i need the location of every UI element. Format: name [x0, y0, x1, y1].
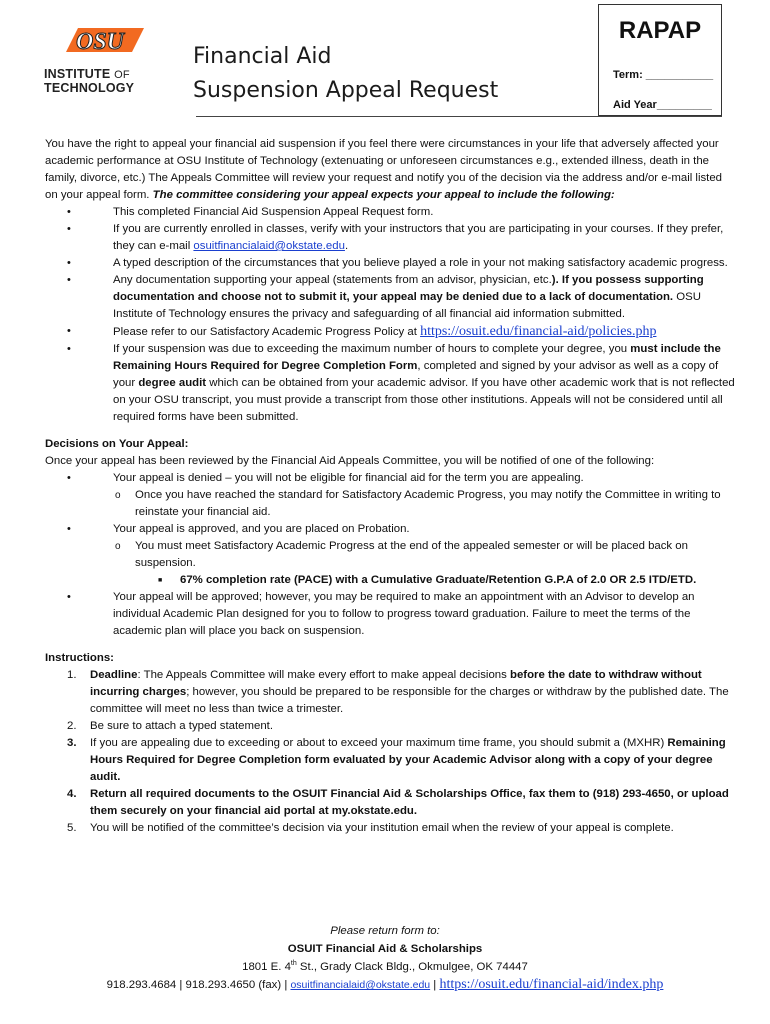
- svg-text:OSU: OSU: [76, 29, 125, 55]
- list-item: 4. Return all required documents to the OSUIT Financial Aid & Scholarships Office, fax them to (918) 293-4650, or upload them securely on your financial aid portal at my.okstate.edu.: [67, 788, 729, 817]
- list-item: 2. Be sure to attach a typed statement.: [67, 720, 273, 732]
- form-title: [193, 40, 498, 108]
- address: 1801 E. 4th St., Grady Clack Bldg., Okmulgee, OK 74447: [242, 960, 528, 973]
- term-field[interactable]: Term: ___________: [613, 69, 714, 81]
- return-line: Please return form to:: [330, 925, 440, 937]
- list-item: • If your suspension was due to exceeding the maximum number of hours to complete your degree, you must include the Remaining Hours Required for Degree Completion Form, completed and signed by your advisor as well as a copy of your degree audit which can be obtained from your academic advisor. If you have other academic work that is not reflected on your OSU transcript, you must provide a transcript from those other institutions. Appeals will not be considered until all required forms have been submitted.: [45, 341, 737, 426]
- list-item: • Your appeal is denied – you will not be eligible for financial aid for the term you are appealing. o Once you have reached the standard for Satisfactory Academic Progress, you may notify the Committee in writing to reinstate your financial aid.: [45, 470, 737, 521]
- decisions-list: [45, 470, 737, 640]
- logo-institute-text: INSTITUTE OF TECHNOLOGY: [44, 67, 135, 95]
- intro-paragraph: You have the right to appeal your financial aid suspension if you feel there were circumstances in your life that adversely affected your academic performance at OSU Institute of Technology (extenuating or unforeseen circumstances e.g., extended illness, death in the family, divorce, etc.) The Appeals Committee will review your request and notify you of the decision via the address and/or e-mail listed on your appeal form. The committee considering your appeal expects your appeal to include the following:: [45, 138, 723, 201]
- instructions-list: [45, 667, 737, 837]
- form-body: [45, 136, 737, 837]
- list-item: 3. If you are appealing due to exceeding or about to exceed your maximum time frame, you should submit a (MXHR) Remaining Hours Required for Degree Completion form evaluated by your Academic Advisor along with a copy of your degree audit.: [67, 737, 726, 783]
- decisions-intro: Once your appeal has been reviewed by the Financial Aid Appeals Committee, you will be notified of one of the following:: [45, 455, 655, 467]
- list-item: • Your appeal will be approved; however, you may be required to make an appointment with an Advisor to develop an individual Academic Plan designed for you to follow to progress toward graduation. Failure to meet the terms of the academic plan will place you back on suspension.: [45, 589, 737, 640]
- list-item: • A typed description of the circumstances that you believe played a role in your not making satisfactory academic progress.: [45, 255, 737, 272]
- header-divider: [196, 116, 722, 117]
- list-item: • Any documentation supporting your appeal (statements from an advisor, physician, etc.). If you possess supporting documentation and choose not to submit it, your appeal may be denied due to a lack of documentation. OSU Institute of Technology ensures the privacy and safeguarding of all financial aid information submitted.: [45, 272, 737, 323]
- footer-url-link[interactable]: https://osuit.edu/financial-aid/index.php: [439, 977, 664, 992]
- footer-email-link[interactable]: osuitfinancialaid@okstate.edu: [290, 979, 431, 991]
- rapap-code: RAPAP: [618, 17, 702, 44]
- list-item: 5. You will be notified of the committee’s decision via your institution email when the review of your appeal is complete.: [67, 822, 674, 834]
- list-item: • Your appeal is approved, and you are placed on Probation. o You must meet Satisfactory Academic Progress at the end of the appealed semester or will be placed back on suspension. ■ 67% completion rate (PACE) with a Cumulative Graduate/Retention G.P.A of 2.0 OR 2.5 ITD/ETD.: [45, 521, 737, 589]
- requirements-list: [45, 204, 737, 426]
- list-item: • Please refer to our Satisfactory Academic Progress Policy at https://osuit.edu/financial-aid/policies.php: [45, 323, 737, 341]
- email-link[interactable]: osuitfinancialaid@okstate.edu: [193, 240, 345, 252]
- sub-sub-list-item: ■ 67% completion rate (PACE) with a Cumulative Graduate/Retention G.P.A of 2.0 OR 2.5 ITD/ETD.: [45, 572, 737, 589]
- intro-emphasis: The committee considering your appeal expects your appeal to include the following:: [152, 189, 615, 201]
- title-line-2: Suspension Appeal Request: [193, 78, 499, 103]
- footer: [0, 922, 770, 994]
- osu-logo: [40, 18, 150, 100]
- list-item: • If you are currently enrolled in classes, verify with your instructors that you are participating in your courses. If they prefer, they can e-mail osuitfinancialaid@okstate.edu.: [45, 221, 737, 255]
- sub-list-item: o Once you have reached the standard for Satisfactory Academic Progress, you may notify the Committee in writing to reinstate your financial aid.: [45, 487, 737, 521]
- instructions-heading: Instructions:: [45, 652, 114, 664]
- decisions-heading: Decisions on Your Appeal:: [45, 438, 189, 450]
- rapap-box: [598, 4, 722, 116]
- aid-year-field[interactable]: Aid Year_________: [613, 99, 712, 111]
- list-item: • This completed Financial Aid Suspension Appeal Request form.: [45, 204, 737, 221]
- sub-list-item: o You must meet Satisfactory Academic Progress at the end of the appealed semester or will be placed back on suspension.: [45, 538, 737, 572]
- office-name: OSUIT Financial Aid & Scholarships: [287, 943, 483, 955]
- osu-wordmark-icon: [58, 22, 148, 58]
- list-item: 1. Deadline: The Appeals Committee will make every effort to make appeal decisions before the date to withdraw without incurring charges; however, you should be prepared to be responsible for the charges or withdraw by the published date. The committee will meet no less than twice a trimester.: [67, 669, 729, 715]
- title-line-1: Financial Aid: [193, 44, 332, 69]
- contact-line: 918.293.4684 | 918.293.4650 (fax) | osuitfinancialaid@okstate.edu | https://osuit.edu/financial-aid/index.php: [106, 977, 664, 992]
- policies-link[interactable]: https://osuit.edu/financial-aid/policies.php: [420, 324, 657, 339]
